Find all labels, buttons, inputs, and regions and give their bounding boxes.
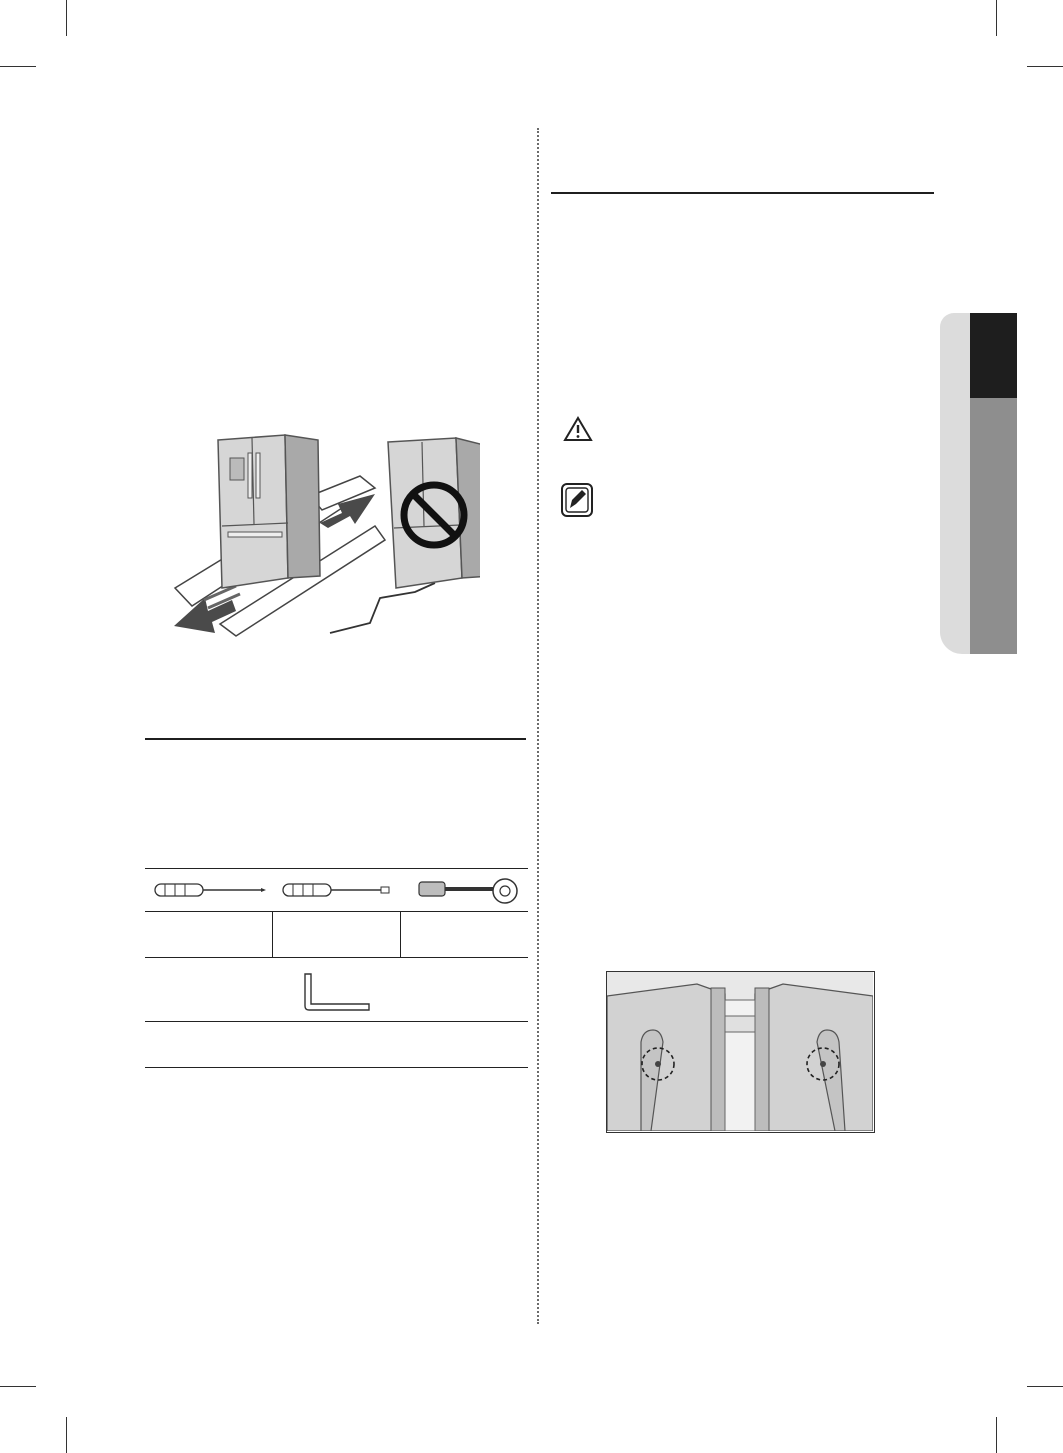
chapter-tab: [940, 313, 1017, 654]
hex-wrench-icon: [301, 972, 373, 1012]
door-hinge-illustration: [607, 972, 873, 1131]
section-rule-left: [145, 738, 526, 740]
crop-mark: [996, 0, 997, 36]
crop-mark: [0, 1386, 36, 1387]
crop-mark: [66, 1417, 67, 1453]
crop-mark: [1027, 1386, 1063, 1387]
arrow-icon: [330, 583, 435, 633]
tools-table: [145, 868, 528, 1068]
hinge-photo: [606, 971, 875, 1133]
phillips-screwdriver-icon: [153, 880, 267, 900]
refrigerator-icon: [218, 435, 320, 588]
section-rule-right: [551, 192, 934, 194]
crop-mark: [996, 1417, 997, 1453]
warning-triangle-icon: [563, 416, 593, 442]
crop-mark: [1027, 66, 1063, 67]
flat-screwdriver-icon: [281, 880, 393, 900]
move-fridge-illustration: [170, 428, 480, 642]
crop-mark: [0, 66, 36, 67]
column-divider: [537, 128, 539, 1324]
socket-wrench-icon: [417, 876, 521, 906]
note-pencil-icon: [560, 482, 594, 518]
crop-mark: [66, 0, 67, 36]
